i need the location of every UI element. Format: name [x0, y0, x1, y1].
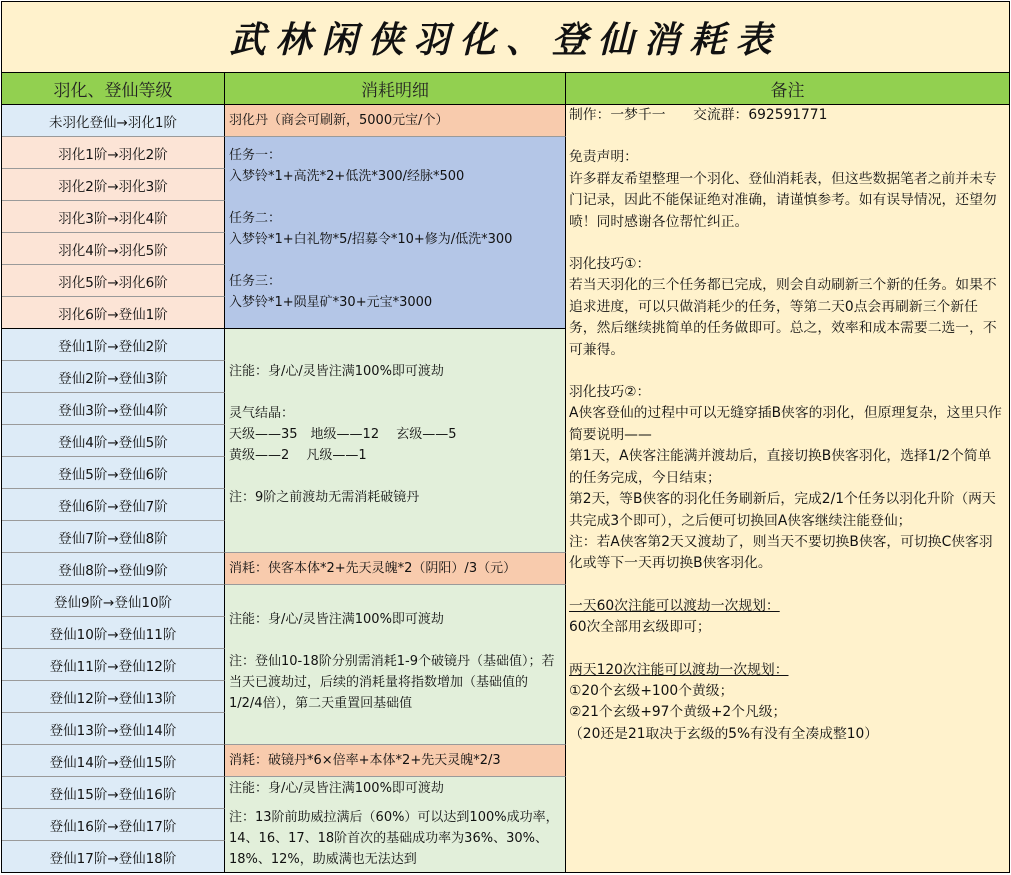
level-cell: 羽化6阶→登仙1阶 [2, 297, 225, 329]
pojing-note: 注：9阶之前渡劫无需消耗破镜丹 [229, 490, 420, 505]
detail-cell-yuhua-tasks [225, 137, 566, 329]
tip1-title: 羽化技巧①： [569, 256, 651, 273]
disclaimer-text: 许多群友希望整理一个羽化、登仙消耗表，但这些数据笔者之前并未专门记录，因此不能保证绝对准确，请谨慎参考。如有误导情况，还望勿喷！同时感谢各位帮忙纠正。 [569, 170, 997, 230]
level-cell: 登仙14阶→登仙15阶 [2, 745, 225, 777]
level-cell: 登仙13阶→登仙14阶 [2, 713, 225, 745]
sheet-title: 武林闲侠羽化、登仙消耗表 [2, 2, 1009, 73]
header-detail: 消耗明细 [225, 73, 566, 105]
level-cell: 登仙10阶→登仙11阶 [2, 617, 225, 649]
level-cell: 登仙16阶→登仙17阶 [2, 809, 225, 841]
author-info: 制作：一梦千一 交流群：692591771 [569, 107, 828, 123]
header-notes: 备注 [566, 73, 1009, 105]
level-cell: 羽化5阶→羽化6阶 [2, 265, 225, 297]
level-cell: 登仙7阶→登仙8阶 [2, 521, 225, 553]
plan1-title: 一天60次注能可以渡劫一次规划： [569, 597, 780, 614]
level-cell: 未羽化登仙→羽化1阶 [2, 105, 225, 137]
level-cell: 羽化4阶→羽化5阶 [2, 233, 225, 265]
injection-note: 注能：身/心/灵皆注满100%即可渡劫 [229, 781, 444, 796]
task-two-title: 任务二： [229, 211, 282, 226]
task-one-content: 入梦铃*1+高洗*2+低洗*300/经脉*500 [229, 169, 465, 184]
tip2-day2: 第2天，等B侠客的羽化任务刷新后，完成2/1个任务以羽化升阶（两天共完成3个即可），之后便可切换回A侠客继续注能登仙； [569, 491, 996, 529]
consumption-sheet [1, 1, 1010, 873]
pojing-cost-note: 注：登仙10-18阶分别需消耗1-9个破镜丹（基础值）；若当天已渡劫过，后续的消耗量将指数增加（基础值的1/2/4倍），第二天重置回基础值 [229, 654, 555, 711]
task-one-title: 任务一： [229, 148, 282, 163]
level-cell: 登仙8阶→登仙9阶 [2, 553, 225, 585]
level-cell: 登仙9阶→登仙10阶 [2, 585, 225, 617]
detail-cell-yuhua-dan: 羽化丹（商会可刷新，5000元宝/个） [225, 105, 566, 137]
level-cell: 登仙1阶→登仙2阶 [2, 329, 225, 361]
detail-cell-dengxian-10-14 [225, 585, 566, 745]
level-cell: 登仙15阶→登仙16阶 [2, 777, 225, 809]
crystal-grades-line1: 天级——35 地级——12 玄级——5 [229, 427, 457, 442]
level-cell: 登仙11阶→登仙12阶 [2, 649, 225, 681]
tip2-intro: A侠客登仙的过程中可以无缝穿插B侠客的羽化，但原理复杂，这里只作简要说明—— [569, 405, 1002, 443]
level-cell: 羽化2阶→羽化3阶 [2, 169, 225, 201]
plan2-option-b: ②21个玄级+97个黄级+2个凡级； [569, 704, 787, 721]
tip2-title: 羽化技巧②： [569, 384, 651, 401]
task-three-content: 入梦铃*1+陨星矿*30+元宝*3000 [229, 295, 433, 310]
tip2-day1: 第1天，A侠客注能满并渡劫后，直接切换B侠客羽化，选择1/2个简单的任务完成，今日结束； [569, 448, 992, 486]
level-cell: 登仙2阶→登仙3阶 [2, 361, 225, 393]
plan2-remark: （20还是21取决于玄级的5%有没有全凑成整10） [569, 725, 879, 742]
level-cell: 登仙6阶→登仙7阶 [2, 489, 225, 521]
detail-cell-dengxian-9: 消耗：侠客本体*2+先天灵魄*2（阴阳）/3（元） [225, 553, 566, 585]
injection-note: 注能：身/心/灵皆注满100%即可渡劫 [229, 364, 444, 379]
crystal-grades-line2: 黄级——2 凡级——1 [229, 448, 367, 463]
level-cell: 登仙12阶→登仙13阶 [2, 681, 225, 713]
crystal-title: 灵气结晶： [229, 406, 295, 421]
detail-cell-dengxian-1-8 [225, 329, 566, 553]
detail-cell-dengxian-16-18 [225, 777, 566, 872]
level-cell: 登仙3阶→登仙4阶 [2, 393, 225, 425]
plan2-title: 两天120次注能可以渡劫一次规划： [569, 661, 789, 678]
plan2-option-a: ①20个玄级+100个黄级； [569, 682, 734, 699]
injection-note: 注能：身/心/灵皆注满100%即可渡劫 [229, 612, 444, 627]
level-cell: 羽化3阶→羽化4阶 [2, 201, 225, 233]
task-three-title: 任务三： [229, 274, 282, 289]
disclaimer-title: 免责声明： [569, 149, 638, 166]
detail-cell-dengxian-15: 消耗：破镜丹*6×倍率+本体*2+先天灵魄*2/3 [225, 745, 566, 777]
plan1-text: 60次全部用玄级即可； [569, 619, 711, 636]
level-cell: 羽化1阶→羽化2阶 [2, 137, 225, 169]
notes-panel [566, 105, 1009, 872]
level-cell: 登仙5阶→登仙6阶 [2, 457, 225, 489]
tip2-note: 注：若A侠客第2天又渡劫了，则当天不要切换B侠客，可切换C侠客羽化或等下一天再切换B侠客羽化。 [569, 533, 993, 572]
tip1-text: 若当天羽化的三个任务都已完成，则会自动刷新三个新的任务。如果不追求进度，可以只做消耗少的任务，等第二天0点会再刷新三个新任务，然后继续挑简单的任务做即可。总之，效率和成本需要二选一，不可兼得。 [569, 277, 997, 358]
header-level: 羽化、登仙等级 [2, 73, 225, 105]
level-cell: 登仙17阶→登仙18阶 [2, 841, 225, 872]
success-rate-note: 注：13阶前助威拉满后（60%）可以达到100%成功率，14、16、17、18阶首次的基础成功率为36%、30%、18%、12%，助威满也无法达到 [229, 810, 559, 867]
task-two-content: 入梦铃*1+白礼物*5/招募令*10+修为/低洗*300 [229, 232, 513, 247]
level-cell: 登仙4阶→登仙5阶 [2, 425, 225, 457]
